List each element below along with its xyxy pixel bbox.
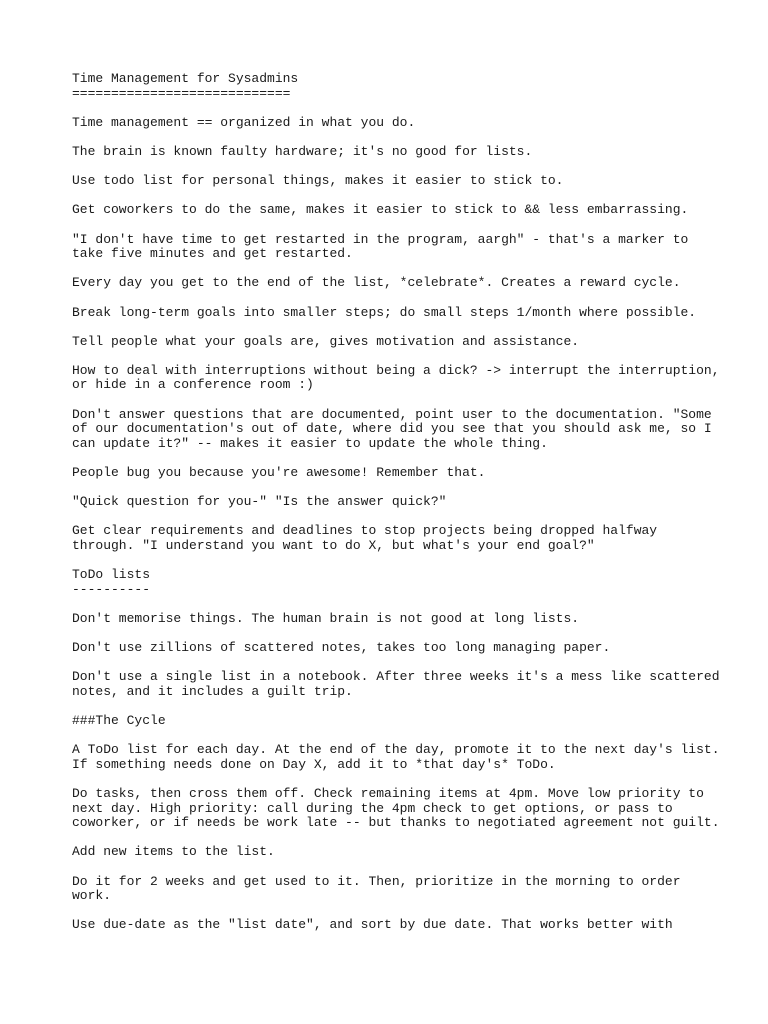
text-line: Use todo list for personal things, makes it easier to stick to. [72, 173, 564, 189]
text-line: notes, and it includes a guilt trip. [72, 683, 353, 699]
paragraph [72, 612, 732, 627]
text-line: Break long-term goals into smaller steps; do small steps 1/month where possible. [72, 304, 697, 320]
text-line: Don't use a single list in a notebook. After three weeks it's a mess like scattered [72, 669, 720, 685]
text-line: coworker, or if needs be work late -- but thanks to negotiated agreement not guilt. [72, 815, 720, 831]
text-line: Every day you get to the end of the list, *celebrate*. Creates a reward cycle. [72, 275, 681, 291]
text-line: ---------- [72, 581, 151, 597]
paragraph [72, 568, 732, 597]
text-line: take five minutes and get restarted. [72, 246, 353, 262]
text-line: Don't use zillions of scattered notes, takes too long managing paper. [72, 640, 611, 656]
document-page [72, 72, 732, 948]
text-line: or hide in a conference room :) [72, 377, 314, 393]
text-line: of our documentation's out of date, where did you see that you should ask me, so I [72, 421, 712, 437]
text-line: ============================ [72, 85, 291, 101]
paragraph [72, 466, 732, 481]
paragraph [72, 145, 732, 160]
text-line: "I don't have time to get restarted in the program, aargh" - that's a marker to [72, 231, 689, 247]
paragraph [72, 306, 732, 321]
text-line: "Quick question for you-" "Is the answer quick?" [72, 494, 447, 510]
text-line: How to deal with interruptions without being a dick? -> interrupt the interruption, [72, 362, 720, 378]
text-line: through. "I understand you want to do X, but what's your end goal?" [72, 538, 595, 553]
text-line: People bug you because you're awesome! Remember that. [72, 465, 486, 481]
paragraph [72, 787, 732, 831]
paragraph [72, 875, 732, 904]
text-line: Time management == organized in what you do. [72, 114, 416, 130]
text-line: A ToDo list for each day. At the end of the day, promote it to the next day's list. [72, 742, 720, 758]
paragraph [72, 743, 732, 772]
text-line: Don't memorise things. The human brain is not good at long lists. [72, 610, 580, 626]
text-line: can update it?" -- makes it easier to update the whole thing. [72, 435, 548, 451]
paragraph [72, 670, 732, 699]
paragraph [72, 72, 732, 101]
paragraph [72, 714, 732, 729]
text-line: Use due-date as the "list date", and sort by due date. That works better with [72, 917, 673, 933]
text-line: Get coworkers to do the same, makes it easier to stick to && less embarrassing. [72, 202, 689, 218]
paragraph [72, 276, 732, 291]
paragraph [72, 641, 732, 656]
paragraph [72, 174, 732, 189]
text-line: The brain is known faulty hardware; it's no good for lists. [72, 143, 533, 159]
text-line: Time Management for Sysadmins [72, 71, 299, 86]
paragraph [72, 495, 732, 510]
text-line: Do it for 2 weeks and get used to it. Then, prioritize in the morning to order [72, 873, 681, 889]
text-line: Get clear requirements and deadlines to stop projects being dropped halfway [72, 523, 658, 539]
paragraph [72, 845, 732, 860]
paragraph [72, 116, 732, 131]
text-line: next day. High priority: call during the 4pm check to get options, or pass to [72, 800, 673, 816]
paragraph [72, 335, 732, 350]
text-line: ToDo lists [72, 567, 151, 583]
text-line: Do tasks, then cross them off. Check remaining items at 4pm. Move low priority to [72, 786, 704, 802]
text-line: If something needs done on Day X, add it to *that day's* ToDo. [72, 756, 556, 772]
text-line: Tell people what your goals are, gives motivation and assistance. [72, 333, 580, 349]
paragraph [72, 408, 732, 452]
text-line: Don't answer questions that are documented, point user to the documentation. "Some [72, 406, 712, 422]
text-line: Add new items to the list. [72, 844, 275, 860]
paragraph [72, 524, 732, 553]
paragraph [72, 233, 732, 262]
paragraph [72, 918, 732, 933]
text-line: work. [72, 888, 112, 904]
paragraph [72, 364, 732, 393]
text-line: ###The Cycle [72, 713, 166, 729]
paragraph [72, 203, 732, 218]
